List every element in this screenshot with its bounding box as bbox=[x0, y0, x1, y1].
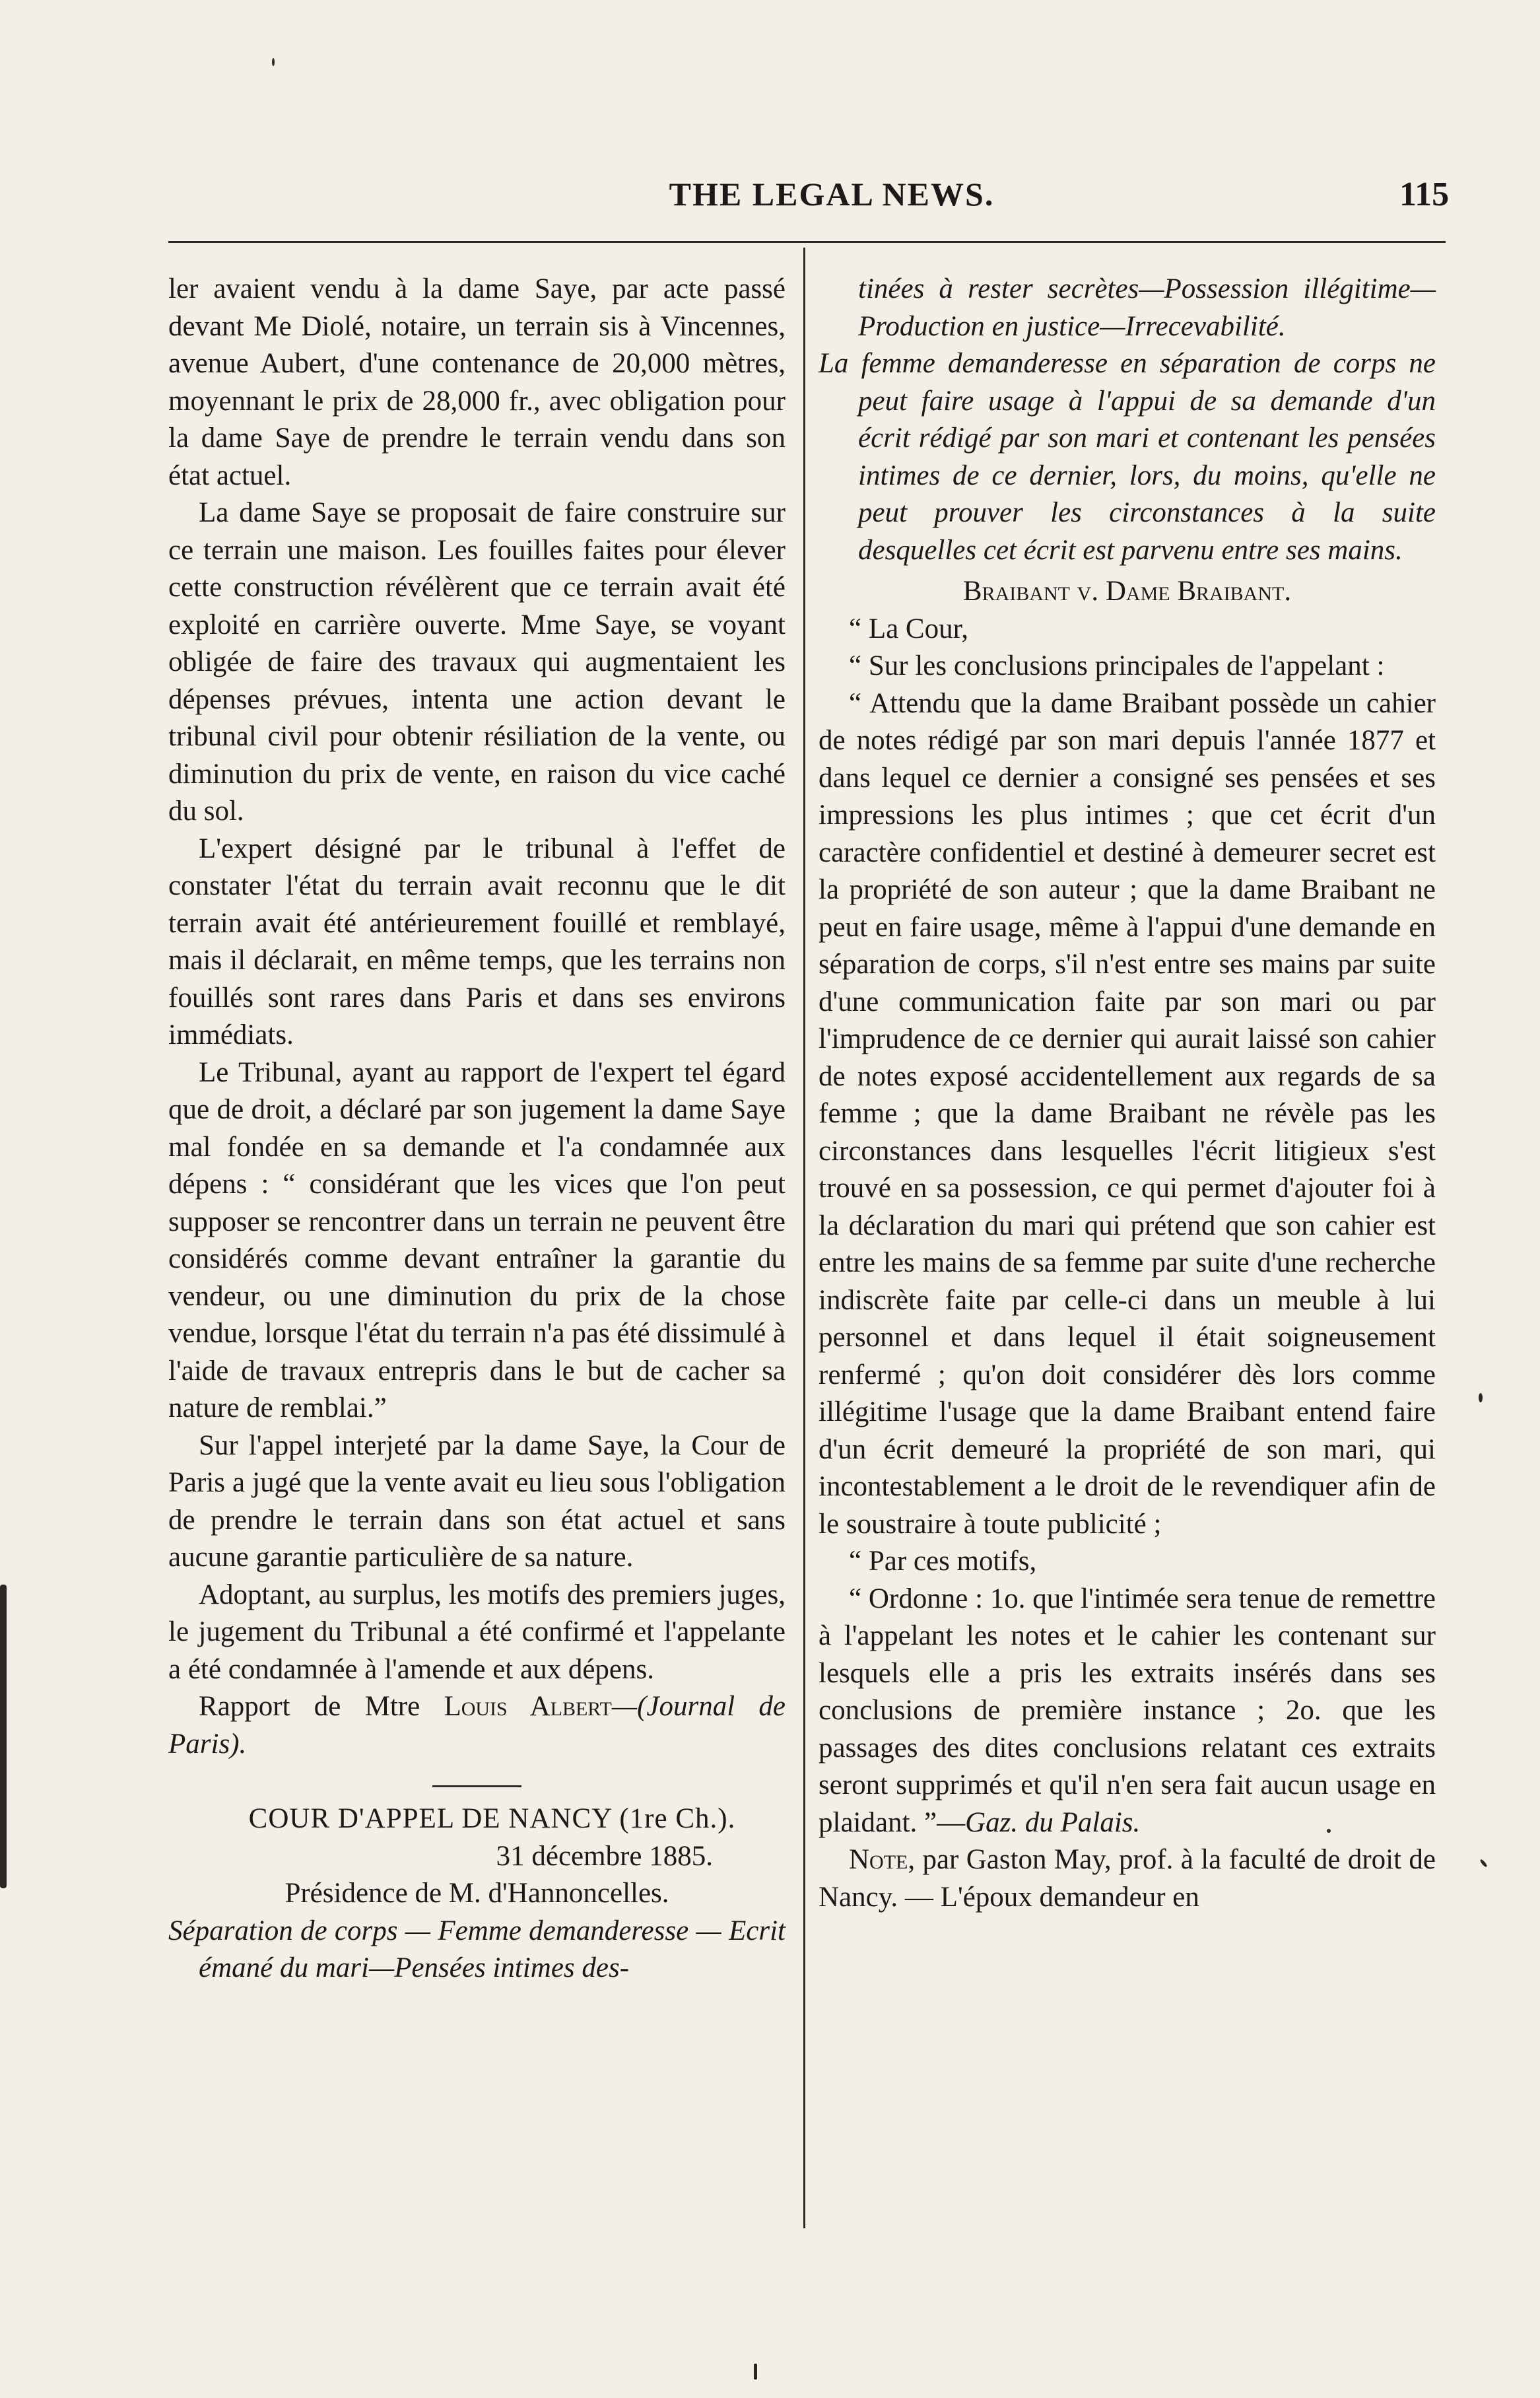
print-speck bbox=[1479, 1859, 1488, 1868]
court-title: COUR D'APPEL DE NANCY (1re Ch.). bbox=[248, 1803, 736, 1834]
reporter-name: Louis Albert bbox=[444, 1691, 612, 1722]
judgment-paragraph: “ Attendu que la dame Braibant possède un cahier de notes rédigé par son mari depuis l'année 1877 et dans lequel ce dernier a consigné ses pensées et ses impressions les plus intimes ; que cet écrit d'un caractère confidentiel et destiné à demeurer secret est la propriété de son auteur ; que la dame Braibant ne peut en faire usage, même à l'appui d'une demande en séparation de corps, s'il n'est entre ses mains par suite d'une communication faite par son mari ou par l'imprudence de ce dernier qui aurait laissé son cahier de notes exposé accidentellement aux regards de sa femme ; que la dame Braibant ne révèle pas les circonstances dans lesquelles l'écrit litigieux s'est trouvé en sa possession, ce qui permet d'ajouter foi à la déclaration du mari qui prétend que son cahier est entre les mains de sa femme par suite d'une recherche indiscrète faite par celle-ci dans un meuble à lui personnel et dans lequel il était soigneusement renfermé ; qu'on doit considérer dès lors comme illégitime l'usage que la dame Braibant entend faire d'un écrit demeuré la propriété de son mari, qui incontestablement a le droit de le revendiquer afin de le soustraire à toute publicité ; bbox=[819, 687, 1436, 1540]
headnote: La femme demanderesse en séparation de corps ne peut faire usage à l'appui de sa demande d'un écrit rédigé par son mari et contenant les pensées intimes de ce dernier, lors, du moins, qu'elle ne peut prouver les circonstances à la suite desquelles cet écrit est parvenu entre ses mains. bbox=[819, 348, 1436, 566]
case-summary-continued: tinées à rester secrètes—Possession illégitime—Production en justice—Irrecevabilité. bbox=[858, 273, 1436, 342]
case-summary: Séparation de corps — Femme demanderesse — Ecrit émané du mari—Pensées intimes des- bbox=[168, 1915, 786, 1983]
judgment-paragraph: “ La Cour, bbox=[849, 613, 968, 644]
presidence: Présidence de M. d'Hannoncelles. bbox=[285, 1878, 669, 1909]
note-text: , par Gaston May, prof. à la faculté de droit de Nancy. — L'époux demandeur en bbox=[819, 1844, 1436, 1913]
note-label: Note bbox=[849, 1844, 908, 1875]
judgment-paragraph bbox=[819, 1581, 1436, 1842]
court-date: 31 décembre 1885. bbox=[496, 1840, 713, 1872]
page-header-title: THE LEGAL NEWS. bbox=[669, 176, 995, 213]
judgment-paragraph: “ Par ces motifs, bbox=[849, 1546, 1037, 1577]
paragraph: La dame Saye se proposait de faire construire sur ce terrain une maison. Les fouilles faites pour élever cette construction révélèrent que ce terrain avait été exploité en carrière ouverte. Mme Saye, se voyant obligée de faire des travaux qui augmentaient les dépenses prévues, intenta une action devant le tribunal civil pour obtenir résiliation de la vente, ou diminution du prix de vente, en raison du vice caché du sol. bbox=[168, 497, 786, 827]
right-column bbox=[819, 271, 1436, 1916]
report-source: —(Journal de Paris). bbox=[168, 1691, 786, 1760]
print-speck bbox=[754, 2364, 757, 2380]
report-citation bbox=[168, 1688, 786, 1763]
header-rule bbox=[168, 241, 1446, 243]
paragraph: L'expert désigné par le tribunal à l'effet de constater l'état du terrain avait reconnu que le dit terrain avait été antérieurement fouillé et remblayé, mais il déclarait, en même temps, que les terrains non fouillés sont rares dans Paris et dans ses environs immédiats. bbox=[168, 833, 786, 1050]
left-column bbox=[168, 271, 786, 1987]
print-speck bbox=[1479, 1393, 1483, 1402]
print-speck bbox=[272, 58, 275, 66]
section-divider bbox=[432, 1785, 521, 1787]
column-divider bbox=[803, 248, 805, 2228]
case-name: Braibant v. Dame Braibant. bbox=[962, 576, 1292, 607]
page-number: 115 bbox=[1399, 176, 1450, 213]
page-edge-shadow bbox=[0, 1585, 7, 1888]
paragraph: ler avaient vendu à la dame Saye, par acte passé devant Me Diolé, notaire, un terrain sis à Vincennes, avenue Aubert, d'une contenance de 20,000 mètres, moyennant le prix de 28,000 fr., avec obligation pour la dame Saye de prendre le terrain vendu dans son état actuel. bbox=[168, 273, 786, 491]
ordonne-text: “ Ordonne : 1o. que l'intimée sera tenue de remettre à l'appelant les notes et le cahier les contenant sur lesquels elle a pris les extraits insérés dans ses conclusions de première instance ; 2o. que les passages des dites conclusions relatant ces extraits seront supprimés et qu'il n'en sera fait aucun usage en plaidant. ”— bbox=[819, 1583, 1436, 1838]
print-speck bbox=[1327, 1829, 1331, 1833]
paragraph: Le Tribunal, ayant au rapport de l'expert tel égard que de droit, a déclaré par son jugement la dame Saye mal fondée en sa demande et l'a condamnée aux dépens : “ considérant que les vices que l'on peut supposer se rencontrer dans un terrain ne peuvent être considérés comme devant entraîner la garantie du vendeur, ou une diminution du prix de la chose vendue, lorsque l'état du terrain n'a pas été dissimulé à l'aide de travaux entrepris dans le but de cacher sa nature de remblai.” bbox=[168, 1056, 786, 1423]
judgment-source: Gaz. du Palais. bbox=[965, 1806, 1141, 1838]
paragraph: Sur l'appel interjeté par la dame Saye, la Cour de Paris a jugé que la vente avait eu lieu sous l'obligation de prendre le terrain dans son état actuel et sans aucune garantie particulière de sa nature. bbox=[168, 1429, 786, 1573]
note-paragraph bbox=[819, 1841, 1436, 1916]
judgment-paragraph: “ Sur les conclusions principales de l'appelant : bbox=[849, 650, 1385, 681]
report-lead: Rapport de Mtre bbox=[199, 1691, 444, 1722]
paragraph: Adoptant, au surplus, les motifs des premiers juges, le jugement du Tribunal a été confirmé et l'appelante a été condamnée à l'amende et aux dépens. bbox=[168, 1579, 786, 1685]
